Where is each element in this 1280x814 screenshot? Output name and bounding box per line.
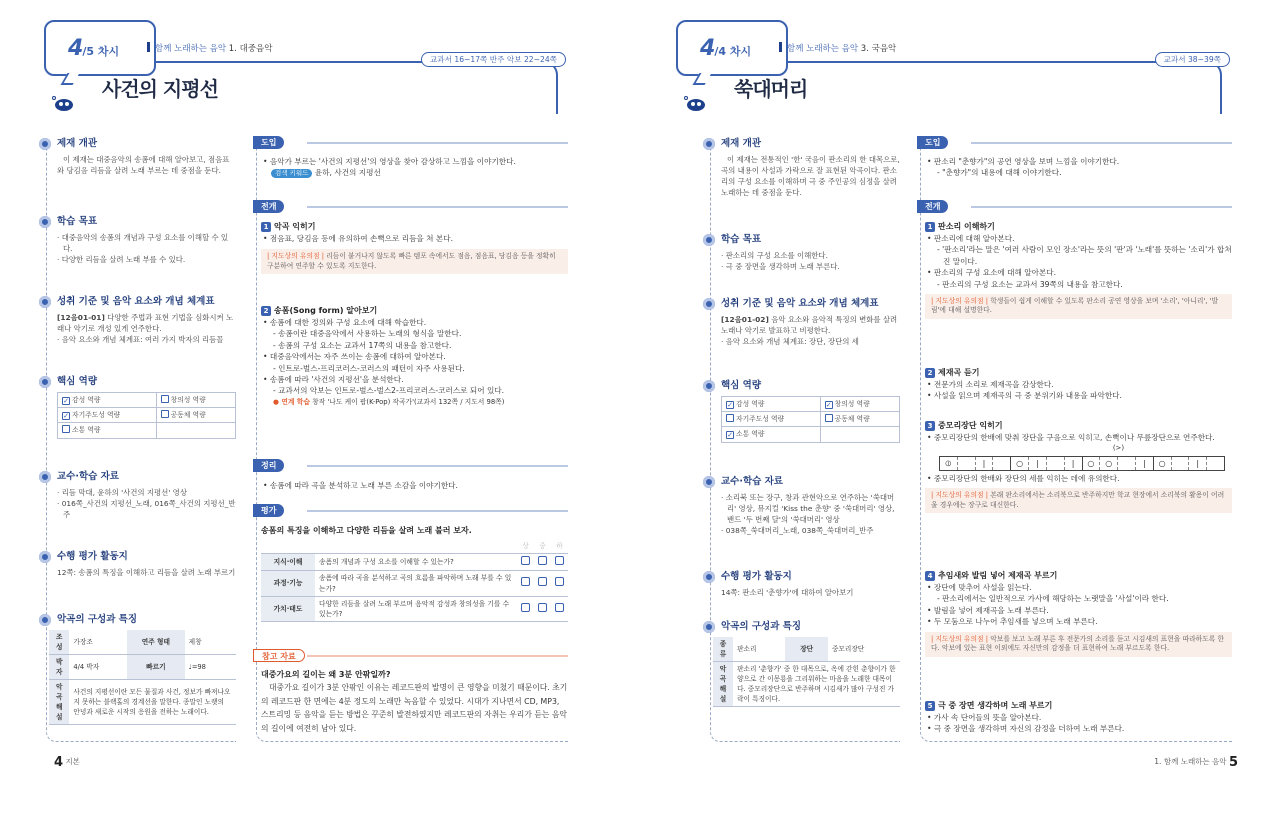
table-row: 가치·태도 다양한 리듬을 살려 노래 부르며 음악적 감성과 창의성을 기를 수 있는가? xyxy=(261,596,568,621)
teaching-note: | 지도상의 유의점 | 본래 판소리에서는 소리북으로 반주하지만 학교 현장에서 소리북의 활용이 어려울 경우에는 장구로 대신한다. xyxy=(925,488,1232,513)
keyword-badge: 검색 키워드 xyxy=(271,169,312,178)
mascot-icon xyxy=(684,95,708,111)
list-item: · 016쪽_사건의 지평선_노래, 016쪽_사건의 지평선_반주 xyxy=(57,498,236,520)
competency-table: ✓ 감성 역량 창의성 역량 ✓ 자기주도성 역량 공동체 역량 소통 역량 xyxy=(57,392,236,439)
section-heading: 핵심 역량 xyxy=(703,379,900,393)
lesson-header xyxy=(44,20,568,116)
section-heading: 학습 목표 xyxy=(39,215,236,229)
tag-develop: 전개 xyxy=(917,200,948,213)
textbook-ref: 교과서 16~17쪽 반주 악보 22~24쪽 xyxy=(421,52,566,67)
section-heading: 제재 개관 xyxy=(703,137,900,151)
checkbox[interactable] xyxy=(62,425,70,433)
list-item: · 다양한 리듬을 살려 노래 부를 수 있다. xyxy=(57,254,236,265)
list-item: · 음악 요소와 개념 체계표: 여러 가지 박자의 리듬꼴 xyxy=(57,334,236,345)
rhythm-table: ⦶ | ○ | | ○ ○ | ○ | xyxy=(939,456,1225,471)
tag-intro: 도입 xyxy=(253,136,284,149)
teaching-note: | 지도상의 유의점 | 리듬이 붙거나지 않도록 빠른 템포 속에서도 점음, 점음표, 당김음 등을 정확히 구분하여 연주할 수 있도록 지도한다. xyxy=(261,249,568,274)
unit-label: 함께 노래하는 음악 1. 대중음악 xyxy=(147,42,272,56)
page-footer: 4 지본 xyxy=(54,754,80,770)
section-heading: 악곡의 구성과 특징 xyxy=(703,620,900,634)
main-column: 도입 • 음악가 부르는 '사건의 지평선'의 영상을 찾아 감상하고 느낌을 이야기한다. 검색 키워드 윤하, 사건의 지평선 전개 1 악곡 익히기 • 점음표, 당김음 등에 유의하여 손뼉으로 리듬을 쳐 본다. | 지도상의 유의점 | 리듬이 붙거나지 않도록 빠른 템포 속에서도 점음, 점음표, 당김음 등을 정확히 구분하여 연주할 수 있도록 지도한다. 2 송폼(Song form) 알아보기 • 송폼에 대한 정의와 구성 요소에 대해 학습한다. - 송폼이란 대중음악에서 사용하는 노래의 형식을 말한다. - 송폼의 구성 요소는 교과서 17쪽의 내용을 참고한다. • 대중음악에서는 자주 쓰이는 송폼에 대하여 알아본다. - 인트로-벌스-프리코러스-코러스의 패턴이 자주 사용된다. • 송폼에 따라 '사건의 지평선'을 분석한다. - 교과서의 악보는 인트로-벌스-벌스2-프리코러스-코러스로 되어 있다. ● 연계 학습 창작 '나도 케이 팝(K-Pop) 작곡가'(교과서 132쪽 / 지도서 98쪽) 정리 • 송폼에 따라 곡을 분석하고 노래 부른 소감을 이야기한다. 평가 송폼의 특징을 이해하고 다양한 리듬을 살려 노래 불러 보자. 상 중 하 지식·이해 송폼의 개념과 구성 요소를 이해할 수 있는가? 과정·기능 송폼에 따라 곡을 분석하고 곡의 흐름을 파악하며 노래 부를 수 있는가? 가치·태도 다양한 리듬을 살려 노래 부르며 음악적 감성과 창의성을 기를 수 있는가? 참고 자료 대중가요의 길이는 왜 3분 안팎일까? 대중가요 길이가 3분 안팎인 이유는 레코드판의 발명이 큰 영향을 미쳤기 때문이다. 초기의 레코드판 한 면에는 4분 정도의 노래만 녹음할 수 있었다. 시대가 지나면서 CD, MP3, 스트리밍 등 음악을 듣는 방법은 꾸준히 발전하였지만 레코드판의 자취는 우리가 듣는 음악의 길이에 여전히 남아 있다. xyxy=(256,145,568,742)
teaching-note: | 지도상의 유의점 | 악보를 보고 노래 부른 후 전문가의 소리를 듣고 시김새의 표현을 따라하도록 한다. 악보에 있는 표현 이외에도 자신만의 감정을 더 표현하여 노래 부르도록 한다. xyxy=(925,632,1232,657)
lesson-bubble: 4/4 차시 xyxy=(676,20,788,76)
sidebar: 제재 개관 이 제재는 전통적인 '한' 국음이 판소리의 한 대목으로, 곡의 내용이 사설과 가락으로 잘 표현된 악곡이다. 판소리의 구성 요소를 이해하며 극 중 주인공의 심정을 살려 노래하는 데 중점을 둔다. 학습 목표 · 판소리의 구성 요소를 이해한다. · 극 중 장면을 생각하며 노래 부른다. 성취 기준 및 음악 요소와 개념 체계표 [12음01-02] 음악 요소와 음악적 특징의 변화를 살려 노래나 악기로 발표하고 비평한다. · 음악 요소와 개념 체계표: 장단, 장단의 세 핵심 역량 ✓ 감성 역량 ✓ 창의성 역량 자기주도성 역량 공동체 역량 ✓ 소통 역량 교수·학습 자료 · 소리북 또는 장구, 창과 관현악으로 연주하는 '쑥대머리' 영상, 뮤지컬 'Kiss the 춘향' 중 '쑥대머리' 영상, 밴드 '두 번째 달'의 '쑥대머리' 영상 · 038쪽_쑥대머리_노래, 038쪽_쑥대머리_반주 수행 평가 활동지 14쪽: 판소리 '춘향가'에 대하여 알아보기 악곡의 구성과 특징 종류 판소리 장단 중모리장단 악곡 해설 판소리 '춘향가' 중 한 대목으로, 옥에 갇힌 춘향이가 한양으로 간 이몽룡을 그리워하는 마음을 노래한 대목이다. 중모리장단으로 반주하며 시김새가 많아 구성진 가락이 특징이다. xyxy=(710,145,900,742)
lesson-number: 4 xyxy=(68,36,83,61)
tag-reference: 참고 자료 xyxy=(253,649,305,662)
section-heading: 수행 평가 활동지 xyxy=(703,570,900,584)
page-footer: 1. 함께 노래하는 음악 5 xyxy=(1154,754,1238,770)
tag-summary: 정리 xyxy=(253,459,284,472)
section-heading: 악곡의 구성과 특징 xyxy=(39,613,236,627)
section-heading: 교수·학습 자료 xyxy=(703,475,900,489)
tag-intro: 도입 xyxy=(917,136,948,149)
section-heading: 수행 평가 활동지 xyxy=(39,550,236,564)
overview-text: 이 제재는 대중음악의 송폼에 대해 알아보고, 점음표와 당김음 리듬을 살려 노래 부르는 데 중점을 둔다. xyxy=(57,155,230,176)
checkbox[interactable]: ✓ xyxy=(63,412,69,421)
competency-table: ✓ 감성 역량 ✓ 창의성 역량 자기주도성 역량 공동체 역량 ✓ 소통 역량 xyxy=(721,396,900,443)
reference-text: 대중가요 길이가 3분 안팎인 이유는 레코드판의 발명이 큰 영향을 미쳤기 때문이다. 초기의 레코드판 한 면에는 4분 정도의 노래만 녹음할 수 있었다. 시대가 지나면서 CD, MP3, 스트리밍 등 음악을 듣는 방법은 꾸준히 발전하였지만 레코드판의 자취는 우리가 듣는 음악의 길이에 여전히 남아 있다. xyxy=(261,683,568,733)
table-row: 지식·이해 송폼의 개념과 구성 요소를 이해할 수 있는가? xyxy=(261,554,568,571)
lesson-bubble xyxy=(44,20,156,76)
checkbox[interactable] xyxy=(161,395,169,403)
checkbox[interactable]: ✓ xyxy=(63,397,69,405)
evaluation-table: 상 중 하 지식·이해 송폼의 개념과 구성 요소를 이해할 수 있는가? 과정·기능 송폼에 따라 곡을 분석하고 곡의 흐름을 파악하며 노래 부를 수 있는가? 가치·태도 다양한 리듬을 살려 노래 부르며 음악적 감성과 창의성을 기를 수 있는가? xyxy=(261,539,568,622)
section-heading: 제재 개관 xyxy=(39,137,236,151)
checkbox[interactable] xyxy=(161,410,169,418)
lesson-total: /5 차시 xyxy=(82,45,120,58)
section-heading: 핵심 역량 xyxy=(39,375,236,389)
list-item: · 대중음악의 송폼의 개념과 구성 요소를 이해할 수 있다. xyxy=(57,232,236,254)
unit-label: 함께 노래하는 음악 3. 국음악 xyxy=(779,42,896,56)
tag-eval: 평가 xyxy=(253,504,284,517)
piece-table: 종류 판소리 장단 중모리장단 악곡 해설 판소리 '춘향가' 중 한 대목으로, 옥에 갇힌 춘향이가 한양으로 간 이몽룡을 그리워하는 마음을 노래한 대목이다. 중모리장단으로 반주하며 시김새가 많아 구성진 가락이 특징이다. xyxy=(713,637,900,707)
textbook-ref: 교과서 38~39쪽 xyxy=(1155,52,1230,67)
page-title: 쑥대머리 xyxy=(734,77,808,101)
section-heading: 교수·학습 자료 xyxy=(39,470,236,484)
main-column: 도입 • 판소리 "춘향가"의 공연 영상을 보며 느낌을 이야기한다. - "춘향가"의 내용에 대해 이야기한다. 전개 1 판소리 이해하기 • 판소리에 대해 알아본다. - '판소리'라는 말은 '여러 사람이 모인 장소'라는 뜻의 '판'과 '노래'를 뜻하는 '소리'가 합쳐진 말이다. • 판소리의 구성 요소에 대해 알아본다. - 판소리의 구성 요소는 교과서 39쪽의 내용을 참고한다. | 지도상의 유의점 | 학생들이 쉽게 이해할 수 있도록 판소리 공연 영상을 보며 '소리', '아니리', '발림'에 대해 설명한다. 2 제재곡 듣기 • 전문가의 소리로 제재곡을 감상한다. • 사설을 읽으며 제재곡의 극 중 분위기와 내용을 파악한다. 3 중모리장단 익히기 • 중모리장단의 한배에 맞춰 장단을 구음으로 익히고, 손뼉이나 무릎장단으로 연주한다. (>) ⦶ | ○ | | ○ ○ | ○ | • 중모리장단의 한배와 장단의 세를 익히는 데에 유의한다. | 지도상의 유의점 | 본래 판소리에서는 소리북으로 반주하지만 학교 현장에서 소리북의 활용이 어려울 경우에는 장구로 대신한다. 4 추임새와 발림 넣어 제재곡 부르기 • 장단에 맞추어 사설을 읽는다. - 판소리에서는 일반적으로 가사에 해당하는 노랫말을 '사설'이라 한다. • 발림을 넣어 제재곡을 노래 부른다. • 두 모둠으로 나누어 추임새를 넣으며 노래 부른다. | 지도상의 유의점 | 악보를 보고 노래 부른 후 전문가의 소리를 듣고 시김새의 표현을 따라하도록 한다. 악보에 있는 표현 이외에도 자신만의 감정을 더 표현하여 노래 부르도록 한다. 5 극 중 장면 생각하며 노래 부르기 • 가사 속 단어들의 뜻을 알아본다. • 극 중 장면을 생각하며 자신의 감정을 더하여 노래 부른다. xyxy=(920,145,1232,742)
activity-text: 12쪽: 송폼의 특징을 이해하고 리듬을 살려 노래 부르기 xyxy=(57,568,236,577)
mascot-icon xyxy=(52,95,76,111)
sidebar: 제재 개관 이 제재는 대중음악의 송폼에 대해 알아보고, 점음표와 당김음 리듬을 살려 노래 부르는 데 중점을 둔다. 학습 목표 · 대중음악의 송폼의 개념과 구성 요소를 이해할 수 있다. · 다양한 리듬을 살려 노래 부를 수 있다. 성취 기준 및 음악 요소와 개념 체계표 [12음01-01] 다양한 주법과 표현 기법을 심화시켜 노래나 악기로 개성 있게 연주한다. · 음악 요소와 개념 체계표: 여러 가지 박자의 리듬꼴 핵심 역량 ✓ 감성 역량 창의성 역량 ✓ 자기주도성 역량 공동체 역량 소통 역량 교수·학습 자료 · 리듬 막대, 윤하의 '사건의 지평선' 영상 · 016쪽_사건의 지평선_노래, 016쪽_사건의 지평선_반주 수행 평가 활동지 12쪽: 송폼의 특징을 이해하고 리듬을 살려 노래 부르기 악곡의 구성과 특징 조성 가장조 연주 형태 제창 박자 4/4 박자 빠르기 ♩=98 악곡 해설 사건의 지평선이란 모든 물질과 사건, 정보가 빠져나오지 못하는 블랙홀의 경계선을 말한다. 종말인 노랫의 안녕과 새로운 시작의 응원을 전하는 노래이다. xyxy=(46,145,236,742)
section-heading: 성취 기준 및 음악 요소와 개념 체계표 xyxy=(703,297,900,311)
page-title: 사건의 지평선 xyxy=(102,77,218,101)
section-heading: 학습 목표 xyxy=(703,233,900,247)
teaching-note: | 지도상의 유의점 | 학생들이 쉽게 이해할 수 있도록 판소리 공연 영상을 보며 '소리', '아니리', '발림'에 대해 설명한다. xyxy=(925,294,1232,319)
piece-table: 조성 가장조 연주 형태 제창 박자 4/4 박자 빠르기 ♩=98 악곡 해설 사건의 지평선이란 모든 물질과 사건, 정보가 빠져나오지 못하는 블랙홀의 경계선을 말한다. 종말인 노랫의 안녕과 새로운 시작의 응원을 전하는 노래이다. xyxy=(49,630,236,725)
section-heading: 성취 기준 및 음악 요소와 개념 체계표 xyxy=(39,295,236,309)
right-page xyxy=(640,0,1280,814)
list-item: · 리듬 막대, 윤하의 '사건의 지평선' 영상 xyxy=(57,487,236,498)
table-row: 과정·기능 송폼에 따라 곡을 분석하고 곡의 흐름을 파악하며 노래 부를 수 있는가? xyxy=(261,571,568,596)
header-frame xyxy=(784,61,1222,114)
lesson-header xyxy=(676,20,1232,116)
tag-develop: 전개 xyxy=(253,200,284,213)
